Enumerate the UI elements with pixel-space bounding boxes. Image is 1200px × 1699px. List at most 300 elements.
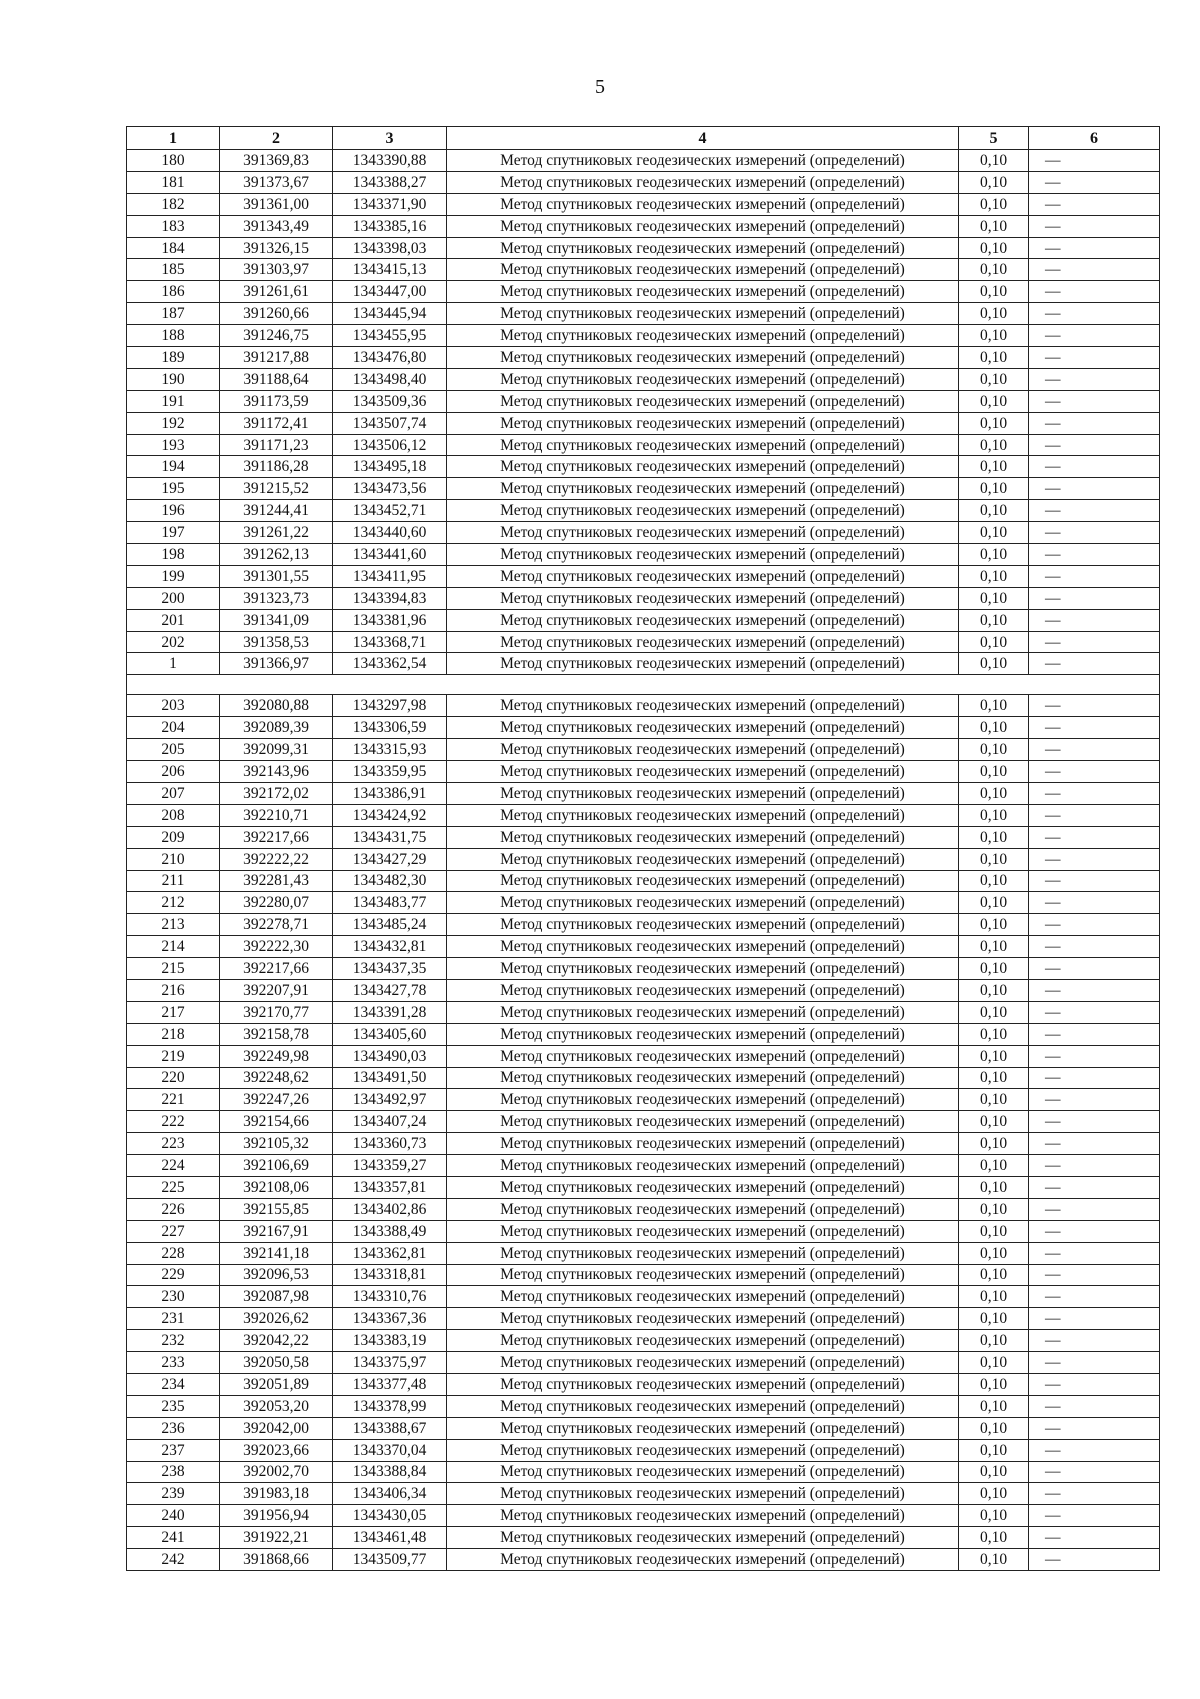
point-number-cell: 206 [127, 761, 220, 783]
note-cell: — [1029, 936, 1160, 958]
table-row [127, 565, 1160, 587]
table-row [127, 1220, 1160, 1242]
accuracy-cell: 0,10 [959, 368, 1029, 390]
note-cell: — [1029, 281, 1160, 303]
x-coordinate-cell: 391373,67 [220, 171, 333, 193]
table-row [127, 478, 1160, 500]
accuracy-cell: 0,10 [959, 1176, 1029, 1198]
table-row [127, 1111, 1160, 1133]
point-number-cell: 228 [127, 1242, 220, 1264]
note-cell: — [1029, 303, 1160, 325]
y-coordinate-cell: 1343495,18 [333, 456, 447, 478]
point-number-cell: 194 [127, 456, 220, 478]
x-coordinate-cell: 391868,66 [220, 1549, 333, 1571]
method-cell: Метод спутниковых геодезических измерений (определений) [447, 1461, 959, 1483]
x-coordinate-cell: 392099,31 [220, 739, 333, 761]
note-cell: — [1029, 587, 1160, 609]
y-coordinate-cell: 1343388,67 [333, 1417, 447, 1439]
x-coordinate-cell: 392023,66 [220, 1439, 333, 1461]
accuracy-cell: 0,10 [959, 215, 1029, 237]
method-cell: Метод спутниковых геодезических измерений (определений) [447, 412, 959, 434]
y-coordinate-cell: 1343490,03 [333, 1045, 447, 1067]
y-coordinate-cell: 1343411,95 [333, 565, 447, 587]
table-row [127, 782, 1160, 804]
method-cell: Метод спутниковых геодезических измерений (определений) [447, 1505, 959, 1527]
method-cell: Метод спутниковых геодезических измерений (определений) [447, 1417, 959, 1439]
accuracy-cell: 0,10 [959, 1220, 1029, 1242]
table-row [127, 1045, 1160, 1067]
x-coordinate-cell: 392207,91 [220, 979, 333, 1001]
accuracy-cell: 0,10 [959, 1286, 1029, 1308]
method-cell: Метод спутниковых геодезических измерений (определений) [447, 695, 959, 717]
table-row [127, 1001, 1160, 1023]
x-coordinate-cell: 392050,58 [220, 1352, 333, 1374]
accuracy-cell: 0,10 [959, 1373, 1029, 1395]
note-cell: — [1029, 804, 1160, 826]
table-row [127, 1242, 1160, 1264]
note-cell: — [1029, 1264, 1160, 1286]
table-row [127, 892, 1160, 914]
y-coordinate-cell: 1343432,81 [333, 936, 447, 958]
accuracy-cell: 0,10 [959, 631, 1029, 653]
table-row [127, 587, 1160, 609]
table-row [127, 171, 1160, 193]
point-number-cell: 241 [127, 1527, 220, 1549]
note-cell: — [1029, 1176, 1160, 1198]
method-cell: Метод спутниковых геодезических измерений (определений) [447, 1155, 959, 1177]
x-coordinate-cell: 392053,20 [220, 1395, 333, 1417]
point-number-cell: 235 [127, 1395, 220, 1417]
x-coordinate-cell: 391366,97 [220, 653, 333, 675]
note-cell: — [1029, 739, 1160, 761]
note-cell: — [1029, 259, 1160, 281]
y-coordinate-cell: 1343461,48 [333, 1527, 447, 1549]
method-cell: Метод спутниковых геодезических измерений (определений) [447, 848, 959, 870]
accuracy-cell: 0,10 [959, 587, 1029, 609]
note-cell: — [1029, 1461, 1160, 1483]
x-coordinate-cell: 391261,22 [220, 522, 333, 544]
header-col-4: 4 [447, 127, 959, 150]
y-coordinate-cell: 1343455,95 [333, 325, 447, 347]
method-cell: Метод спутниковых геодезических измерений (определений) [447, 631, 959, 653]
x-coordinate-cell: 391956,94 [220, 1505, 333, 1527]
note-cell: — [1029, 565, 1160, 587]
method-cell: Метод спутниковых геодезических измерений (определений) [447, 1198, 959, 1220]
point-number-cell: 195 [127, 478, 220, 500]
header-col-6: 6 [1029, 127, 1160, 150]
point-number-cell: 201 [127, 609, 220, 631]
x-coordinate-cell: 391171,23 [220, 434, 333, 456]
note-cell: — [1029, 1483, 1160, 1505]
x-coordinate-cell: 392249,98 [220, 1045, 333, 1067]
point-number-cell: 216 [127, 979, 220, 1001]
y-coordinate-cell: 1343407,24 [333, 1111, 447, 1133]
y-coordinate-cell: 1343394,83 [333, 587, 447, 609]
point-number-cell: 202 [127, 631, 220, 653]
note-cell: — [1029, 848, 1160, 870]
accuracy-cell: 0,10 [959, 739, 1029, 761]
method-cell: Метод спутниковых геодезических измерений (определений) [447, 1023, 959, 1045]
page-number: 5 [595, 76, 605, 98]
note-cell: — [1029, 150, 1160, 172]
header-col-1: 1 [127, 127, 220, 150]
method-cell: Метод спутниковых геодезических измерений (определений) [447, 892, 959, 914]
point-number-cell: 227 [127, 1220, 220, 1242]
y-coordinate-cell: 1343310,76 [333, 1286, 447, 1308]
table-row [127, 1308, 1160, 1330]
method-cell: Метод спутниковых геодезических измерений (определений) [447, 193, 959, 215]
x-coordinate-cell: 391246,75 [220, 325, 333, 347]
accuracy-cell: 0,10 [959, 804, 1029, 826]
method-cell: Метод спутниковых геодезических измерений (определений) [447, 1308, 959, 1330]
accuracy-cell: 0,10 [959, 390, 1029, 412]
note-cell: — [1029, 1023, 1160, 1045]
accuracy-cell: 0,10 [959, 565, 1029, 587]
x-coordinate-cell: 392106,69 [220, 1155, 333, 1177]
x-coordinate-cell: 391173,59 [220, 390, 333, 412]
table-row [127, 412, 1160, 434]
table-row [127, 1330, 1160, 1352]
table-row [127, 631, 1160, 653]
x-coordinate-cell: 391303,97 [220, 259, 333, 281]
accuracy-cell: 0,10 [959, 478, 1029, 500]
point-number-cell: 186 [127, 281, 220, 303]
method-cell: Метод спутниковых геодезических измерений (определений) [447, 281, 959, 303]
accuracy-cell: 0,10 [959, 1242, 1029, 1264]
y-coordinate-cell: 1343297,98 [333, 695, 447, 717]
x-coordinate-cell: 391343,49 [220, 215, 333, 237]
accuracy-cell: 0,10 [959, 347, 1029, 369]
method-cell: Метод спутниковых геодезических измерений (определений) [447, 1439, 959, 1461]
y-coordinate-cell: 1343415,13 [333, 259, 447, 281]
point-number-cell: 190 [127, 368, 220, 390]
y-coordinate-cell: 1343431,75 [333, 826, 447, 848]
method-cell: Метод спутниковых геодезических измерений (определений) [447, 1133, 959, 1155]
note-cell: — [1029, 390, 1160, 412]
y-coordinate-cell: 1343315,93 [333, 739, 447, 761]
method-cell: Метод спутниковых геодезических измерений (определений) [447, 653, 959, 675]
method-cell: Метод спутниковых геодезических измерений (определений) [447, 150, 959, 172]
method-cell: Метод спутниковых геодезических измерений (определений) [447, 456, 959, 478]
method-cell: Метод спутниковых геодезических измерений (определений) [447, 1330, 959, 1352]
method-cell: Метод спутниковых геодезических измерений (определений) [447, 804, 959, 826]
x-coordinate-cell: 391260,66 [220, 303, 333, 325]
point-number-cell: 207 [127, 782, 220, 804]
x-coordinate-cell: 392155,85 [220, 1198, 333, 1220]
point-number-cell: 223 [127, 1133, 220, 1155]
x-coordinate-cell: 392143,96 [220, 761, 333, 783]
y-coordinate-cell: 1343482,30 [333, 870, 447, 892]
table-row [127, 804, 1160, 826]
table-row [127, 695, 1160, 717]
x-coordinate-cell: 392170,77 [220, 1001, 333, 1023]
y-coordinate-cell: 1343506,12 [333, 434, 447, 456]
note-cell: — [1029, 500, 1160, 522]
table-row [127, 456, 1160, 478]
x-coordinate-cell: 391361,00 [220, 193, 333, 215]
method-cell: Метод спутниковых геодезических измерений (определений) [447, 782, 959, 804]
note-cell: — [1029, 958, 1160, 980]
y-coordinate-cell: 1343383,19 [333, 1330, 447, 1352]
point-number-cell: 1 [127, 653, 220, 675]
note-cell: — [1029, 1439, 1160, 1461]
x-coordinate-cell: 391261,61 [220, 281, 333, 303]
accuracy-cell: 0,10 [959, 1264, 1029, 1286]
accuracy-cell: 0,10 [959, 958, 1029, 980]
table-row [127, 914, 1160, 936]
x-coordinate-cell: 391326,15 [220, 237, 333, 259]
table-row [127, 281, 1160, 303]
point-number-cell: 184 [127, 237, 220, 259]
method-cell: Метод спутниковых геодезических измерений (определений) [447, 739, 959, 761]
x-coordinate-cell: 392222,22 [220, 848, 333, 870]
header-col-5: 5 [959, 127, 1029, 150]
note-cell: — [1029, 1527, 1160, 1549]
note-cell: — [1029, 1373, 1160, 1395]
table-row [127, 1483, 1160, 1505]
method-cell: Метод спутниковых геодезических измерений (определений) [447, 1001, 959, 1023]
accuracy-cell: 0,10 [959, 1417, 1029, 1439]
point-number-cell: 230 [127, 1286, 220, 1308]
note-cell: — [1029, 412, 1160, 434]
point-number-cell: 209 [127, 826, 220, 848]
method-cell: Метод спутниковых геодезических измерений (определений) [447, 390, 959, 412]
point-number-cell: 181 [127, 171, 220, 193]
method-cell: Метод спутниковых геодезических измерений (определений) [447, 303, 959, 325]
y-coordinate-cell: 1343424,92 [333, 804, 447, 826]
method-cell: Метод спутниковых геодезических измерений (определений) [447, 565, 959, 587]
accuracy-cell: 0,10 [959, 1067, 1029, 1089]
separator-cell [127, 675, 1160, 695]
point-number-cell: 226 [127, 1198, 220, 1220]
point-number-cell: 180 [127, 150, 220, 172]
x-coordinate-cell: 391186,28 [220, 456, 333, 478]
y-coordinate-cell: 1343381,96 [333, 609, 447, 631]
note-cell: — [1029, 1089, 1160, 1111]
point-number-cell: 213 [127, 914, 220, 936]
point-number-cell: 199 [127, 565, 220, 587]
accuracy-cell: 0,10 [959, 456, 1029, 478]
method-cell: Метод спутниковых геодезических измерений (определений) [447, 368, 959, 390]
x-coordinate-cell: 392080,88 [220, 695, 333, 717]
y-coordinate-cell: 1343492,97 [333, 1089, 447, 1111]
y-coordinate-cell: 1343427,29 [333, 848, 447, 870]
accuracy-cell: 0,10 [959, 1505, 1029, 1527]
accuracy-cell: 0,10 [959, 500, 1029, 522]
y-coordinate-cell: 1343406,34 [333, 1483, 447, 1505]
y-coordinate-cell: 1343362,54 [333, 653, 447, 675]
method-cell: Метод спутниковых геодезических измерений (определений) [447, 1286, 959, 1308]
point-number-cell: 197 [127, 522, 220, 544]
note-cell: — [1029, 1549, 1160, 1571]
method-cell: Метод спутниковых геодезических измерений (определений) [447, 171, 959, 193]
y-coordinate-cell: 1343359,95 [333, 761, 447, 783]
table-row [127, 347, 1160, 369]
note-cell: — [1029, 979, 1160, 1001]
y-coordinate-cell: 1343398,03 [333, 237, 447, 259]
accuracy-cell: 0,10 [959, 979, 1029, 1001]
table-row [127, 1417, 1160, 1439]
y-coordinate-cell: 1343507,74 [333, 412, 447, 434]
accuracy-cell: 0,10 [959, 1198, 1029, 1220]
y-coordinate-cell: 1343509,36 [333, 390, 447, 412]
note-cell: — [1029, 695, 1160, 717]
table-row [127, 150, 1160, 172]
accuracy-cell: 0,10 [959, 1155, 1029, 1177]
accuracy-cell: 0,10 [959, 826, 1029, 848]
accuracy-cell: 0,10 [959, 1308, 1029, 1330]
point-number-cell: 231 [127, 1308, 220, 1330]
note-cell: — [1029, 631, 1160, 653]
table-row [127, 1352, 1160, 1374]
method-cell: Метод спутниковых геодезических измерений (определений) [447, 1111, 959, 1133]
table-row [127, 259, 1160, 281]
x-coordinate-cell: 391217,88 [220, 347, 333, 369]
x-coordinate-cell: 391369,83 [220, 150, 333, 172]
note-cell: — [1029, 1045, 1160, 1067]
note-cell: — [1029, 1155, 1160, 1177]
table-row [127, 739, 1160, 761]
x-coordinate-cell: 392042,22 [220, 1330, 333, 1352]
accuracy-cell: 0,10 [959, 609, 1029, 631]
note-cell: — [1029, 237, 1160, 259]
method-cell: Метод спутниковых геодезических измерений (определений) [447, 522, 959, 544]
table-row [127, 1527, 1160, 1549]
header-col-2: 2 [220, 127, 333, 150]
accuracy-cell: 0,10 [959, 259, 1029, 281]
point-number-cell: 232 [127, 1330, 220, 1352]
y-coordinate-cell: 1343388,49 [333, 1220, 447, 1242]
point-number-cell: 224 [127, 1155, 220, 1177]
accuracy-cell: 0,10 [959, 1023, 1029, 1045]
accuracy-cell: 0,10 [959, 1352, 1029, 1374]
method-cell: Метод спутниковых геодезических измерений (определений) [447, 717, 959, 739]
x-coordinate-cell: 392172,02 [220, 782, 333, 804]
x-coordinate-cell: 392141,18 [220, 1242, 333, 1264]
table-body [127, 150, 1160, 1571]
accuracy-cell: 0,10 [959, 325, 1029, 347]
point-number-cell: 204 [127, 717, 220, 739]
accuracy-cell: 0,10 [959, 237, 1029, 259]
x-coordinate-cell: 392089,39 [220, 717, 333, 739]
y-coordinate-cell: 1343371,90 [333, 193, 447, 215]
note-cell: — [1029, 1352, 1160, 1374]
method-cell: Метод спутниковых геодезических измерений (определений) [447, 1483, 959, 1505]
note-cell: — [1029, 717, 1160, 739]
point-number-cell: 225 [127, 1176, 220, 1198]
note-cell: — [1029, 1242, 1160, 1264]
method-cell: Метод спутниковых геодезических измерений (определений) [447, 1527, 959, 1549]
method-cell: Метод спутниковых геодезических измерений (определений) [447, 237, 959, 259]
x-coordinate-cell: 392217,66 [220, 958, 333, 980]
note-cell: — [1029, 1067, 1160, 1089]
x-coordinate-cell: 391215,52 [220, 478, 333, 500]
accuracy-cell: 0,10 [959, 150, 1029, 172]
method-cell: Метод спутниковых геодезических измерений (определений) [447, 215, 959, 237]
accuracy-cell: 0,10 [959, 1527, 1029, 1549]
table-row [127, 1176, 1160, 1198]
point-number-cell: 193 [127, 434, 220, 456]
note-cell: — [1029, 1133, 1160, 1155]
method-cell: Метод спутниковых геодезических измерений (определений) [447, 1264, 959, 1286]
accuracy-cell: 0,10 [959, 544, 1029, 566]
note-cell: — [1029, 1505, 1160, 1527]
table-row [127, 1549, 1160, 1571]
y-coordinate-cell: 1343359,27 [333, 1155, 447, 1177]
accuracy-cell: 0,10 [959, 281, 1029, 303]
y-coordinate-cell: 1343357,81 [333, 1176, 447, 1198]
method-cell: Метод спутниковых геодезических измерений (определений) [447, 826, 959, 848]
point-number-cell: 234 [127, 1373, 220, 1395]
table-row [127, 390, 1160, 412]
accuracy-cell: 0,10 [959, 1483, 1029, 1505]
y-coordinate-cell: 1343445,94 [333, 303, 447, 325]
accuracy-cell: 0,10 [959, 717, 1029, 739]
table-row [127, 653, 1160, 675]
table-row [127, 434, 1160, 456]
point-number-cell: 222 [127, 1111, 220, 1133]
note-cell: — [1029, 434, 1160, 456]
note-cell: — [1029, 347, 1160, 369]
accuracy-cell: 0,10 [959, 1330, 1029, 1352]
x-coordinate-cell: 392210,71 [220, 804, 333, 826]
table-row [127, 1439, 1160, 1461]
point-number-cell: 238 [127, 1461, 220, 1483]
x-coordinate-cell: 391323,73 [220, 587, 333, 609]
accuracy-cell: 0,10 [959, 434, 1029, 456]
x-coordinate-cell: 392096,53 [220, 1264, 333, 1286]
table-row [127, 761, 1160, 783]
note-cell: — [1029, 914, 1160, 936]
method-cell: Метод спутниковых геодезических измерений (определений) [447, 434, 959, 456]
point-number-cell: 240 [127, 1505, 220, 1527]
y-coordinate-cell: 1343483,77 [333, 892, 447, 914]
accuracy-cell: 0,10 [959, 870, 1029, 892]
y-coordinate-cell: 1343388,27 [333, 171, 447, 193]
accuracy-cell: 0,10 [959, 761, 1029, 783]
point-number-cell: 239 [127, 1483, 220, 1505]
y-coordinate-cell: 1343498,40 [333, 368, 447, 390]
note-cell: — [1029, 1417, 1160, 1439]
y-coordinate-cell: 1343430,05 [333, 1505, 447, 1527]
accuracy-cell: 0,10 [959, 695, 1029, 717]
method-cell: Метод спутниковых геодезических измерений (определений) [447, 609, 959, 631]
point-number-cell: 188 [127, 325, 220, 347]
x-coordinate-cell: 391172,41 [220, 412, 333, 434]
point-number-cell: 196 [127, 500, 220, 522]
note-cell: — [1029, 892, 1160, 914]
table-row [127, 237, 1160, 259]
note-cell: — [1029, 215, 1160, 237]
accuracy-cell: 0,10 [959, 1461, 1029, 1483]
note-cell: — [1029, 1001, 1160, 1023]
accuracy-cell: 0,10 [959, 653, 1029, 675]
accuracy-cell: 0,10 [959, 1045, 1029, 1067]
y-coordinate-cell: 1343388,84 [333, 1461, 447, 1483]
note-cell: — [1029, 761, 1160, 783]
method-cell: Метод спутниковых геодезических измерений (определений) [447, 761, 959, 783]
x-coordinate-cell: 392105,32 [220, 1133, 333, 1155]
table-row [127, 1067, 1160, 1089]
y-coordinate-cell: 1343318,81 [333, 1264, 447, 1286]
method-cell: Метод спутниковых геодезических измерений (определений) [447, 1242, 959, 1264]
method-cell: Метод спутниковых геодезических измерений (определений) [447, 1089, 959, 1111]
x-coordinate-cell: 392222,30 [220, 936, 333, 958]
method-cell: Метод спутниковых геодезических измерений (определений) [447, 1549, 959, 1571]
x-coordinate-cell: 392248,62 [220, 1067, 333, 1089]
y-coordinate-cell: 1343367,36 [333, 1308, 447, 1330]
method-cell: Метод спутниковых геодезических измерений (определений) [447, 870, 959, 892]
